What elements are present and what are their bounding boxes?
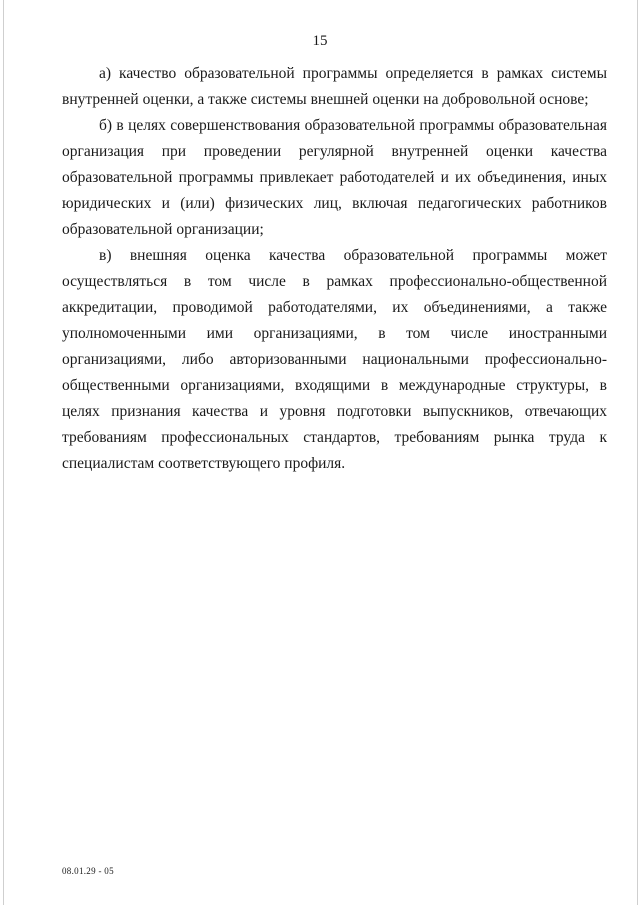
paragraph-a: а) качество образовательной программы определяется в рамках системы внутренней оценки, а также системы внешней оценки на добровольной основе; — [62, 65, 607, 108]
paragraph-b: б) в целях совершенствования образовательной программы образовательная организация при проведении регулярной внутренней оценки качества образовательной программы привлекает работодателей и их объединения, иных юридических и (или) физических лиц, включая педагогических работников образовательной организации; — [62, 117, 607, 238]
page-number: 15 — [312, 33, 328, 49]
document-body — [62, 61, 607, 477]
scan-edge-left — [3, 0, 4, 905]
footer-document-code: 08.01.29 - 05 — [62, 866, 114, 876]
scan-edge-right — [637, 0, 638, 905]
paragraph-c: в) внешняя оценка качества образовательной программы может осуществляться в том числе в рамках профессионально-общественной аккредитации, проводимой работодателями, их объединениями, а также уполномоченными ими организациями, в том числе иностранными организациями, либо авторизованными национальными профессионально-общественными организациями, входящими в международные структуры, в целях признания качества и уровня подготовки выпускников, отвечающих требованиям профессиональных стандартов, требованиям рынка труда к специалистам соответствующего профиля. — [62, 247, 607, 472]
